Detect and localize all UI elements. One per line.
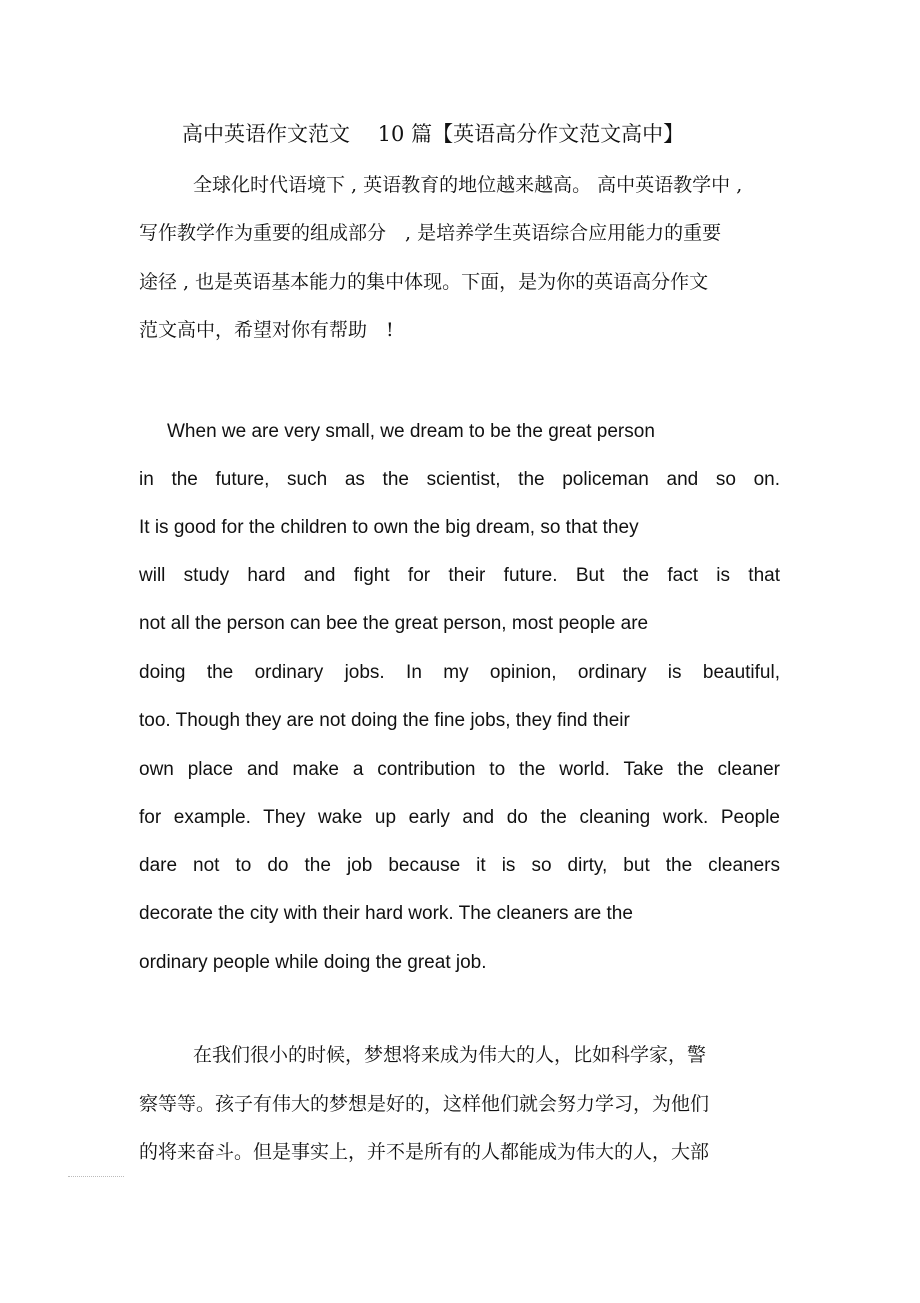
essay-zh-line: 的将来奋斗。但是事实上，并不是所有的人都能成为伟大的人，大部 (139, 1141, 710, 1163)
essay-en-line: will study hard and fight for their future. But the fact is that (139, 565, 780, 586)
essay-en-line: for example. They wake up early and do the cleaning work. People (139, 807, 780, 828)
essay-en-line: decorate the city with their hard work. The cleaners are the (139, 903, 633, 924)
page-footer-divider (68, 1176, 124, 1177)
essay-en-line: in the future, such as the scientist, the policeman and so on. (139, 469, 780, 490)
essay-en-line: When we are very small, we dream to be the great person (167, 421, 655, 442)
essay-en-line: doing the ordinary jobs. In my opinion, ordinary is beautiful, (139, 662, 780, 683)
essay-zh-line: 察等等。孩子有伟大的梦想是好的，这样他们就会努力学习，为他们 (139, 1093, 710, 1115)
essay-en-line: own place and make a contribution to the world. Take the cleaner (139, 759, 780, 780)
intro-line: 范文高中，希望对你有帮助 ! (139, 319, 394, 341)
essay-en-line: not all the person can bee the great person, most people are (139, 613, 649, 634)
document-title: 高中英语作文范文 10 篇【英语高分作文范文高中】 (182, 122, 685, 146)
essay-en-line: dare not to do the job because it is so dirty, but the cleaners (139, 855, 780, 876)
intro-line: 途径 , 也是英语基本能力的集中体现。下面，是为你的英语高分作文 (139, 271, 709, 293)
intro-line: 写作教学作为重要的组成部分 , 是培养学生英语综合应用能力的重要 (139, 222, 722, 244)
essay-en-line: too. Though they are not doing the fine jobs, they find their (139, 710, 630, 731)
intro-line: 全球化时代语境下 , 英语教育的地位越来越高。 高中英语教学中 , (193, 174, 743, 196)
essay-zh-line: 在我们很小的时候，梦想将来成为伟大的人，比如科学家，警 (193, 1044, 707, 1066)
essay-en-line: ordinary people while doing the great job. (139, 952, 487, 973)
essay-en-line: It is good for the children to own the big dream, so that they (139, 517, 639, 538)
